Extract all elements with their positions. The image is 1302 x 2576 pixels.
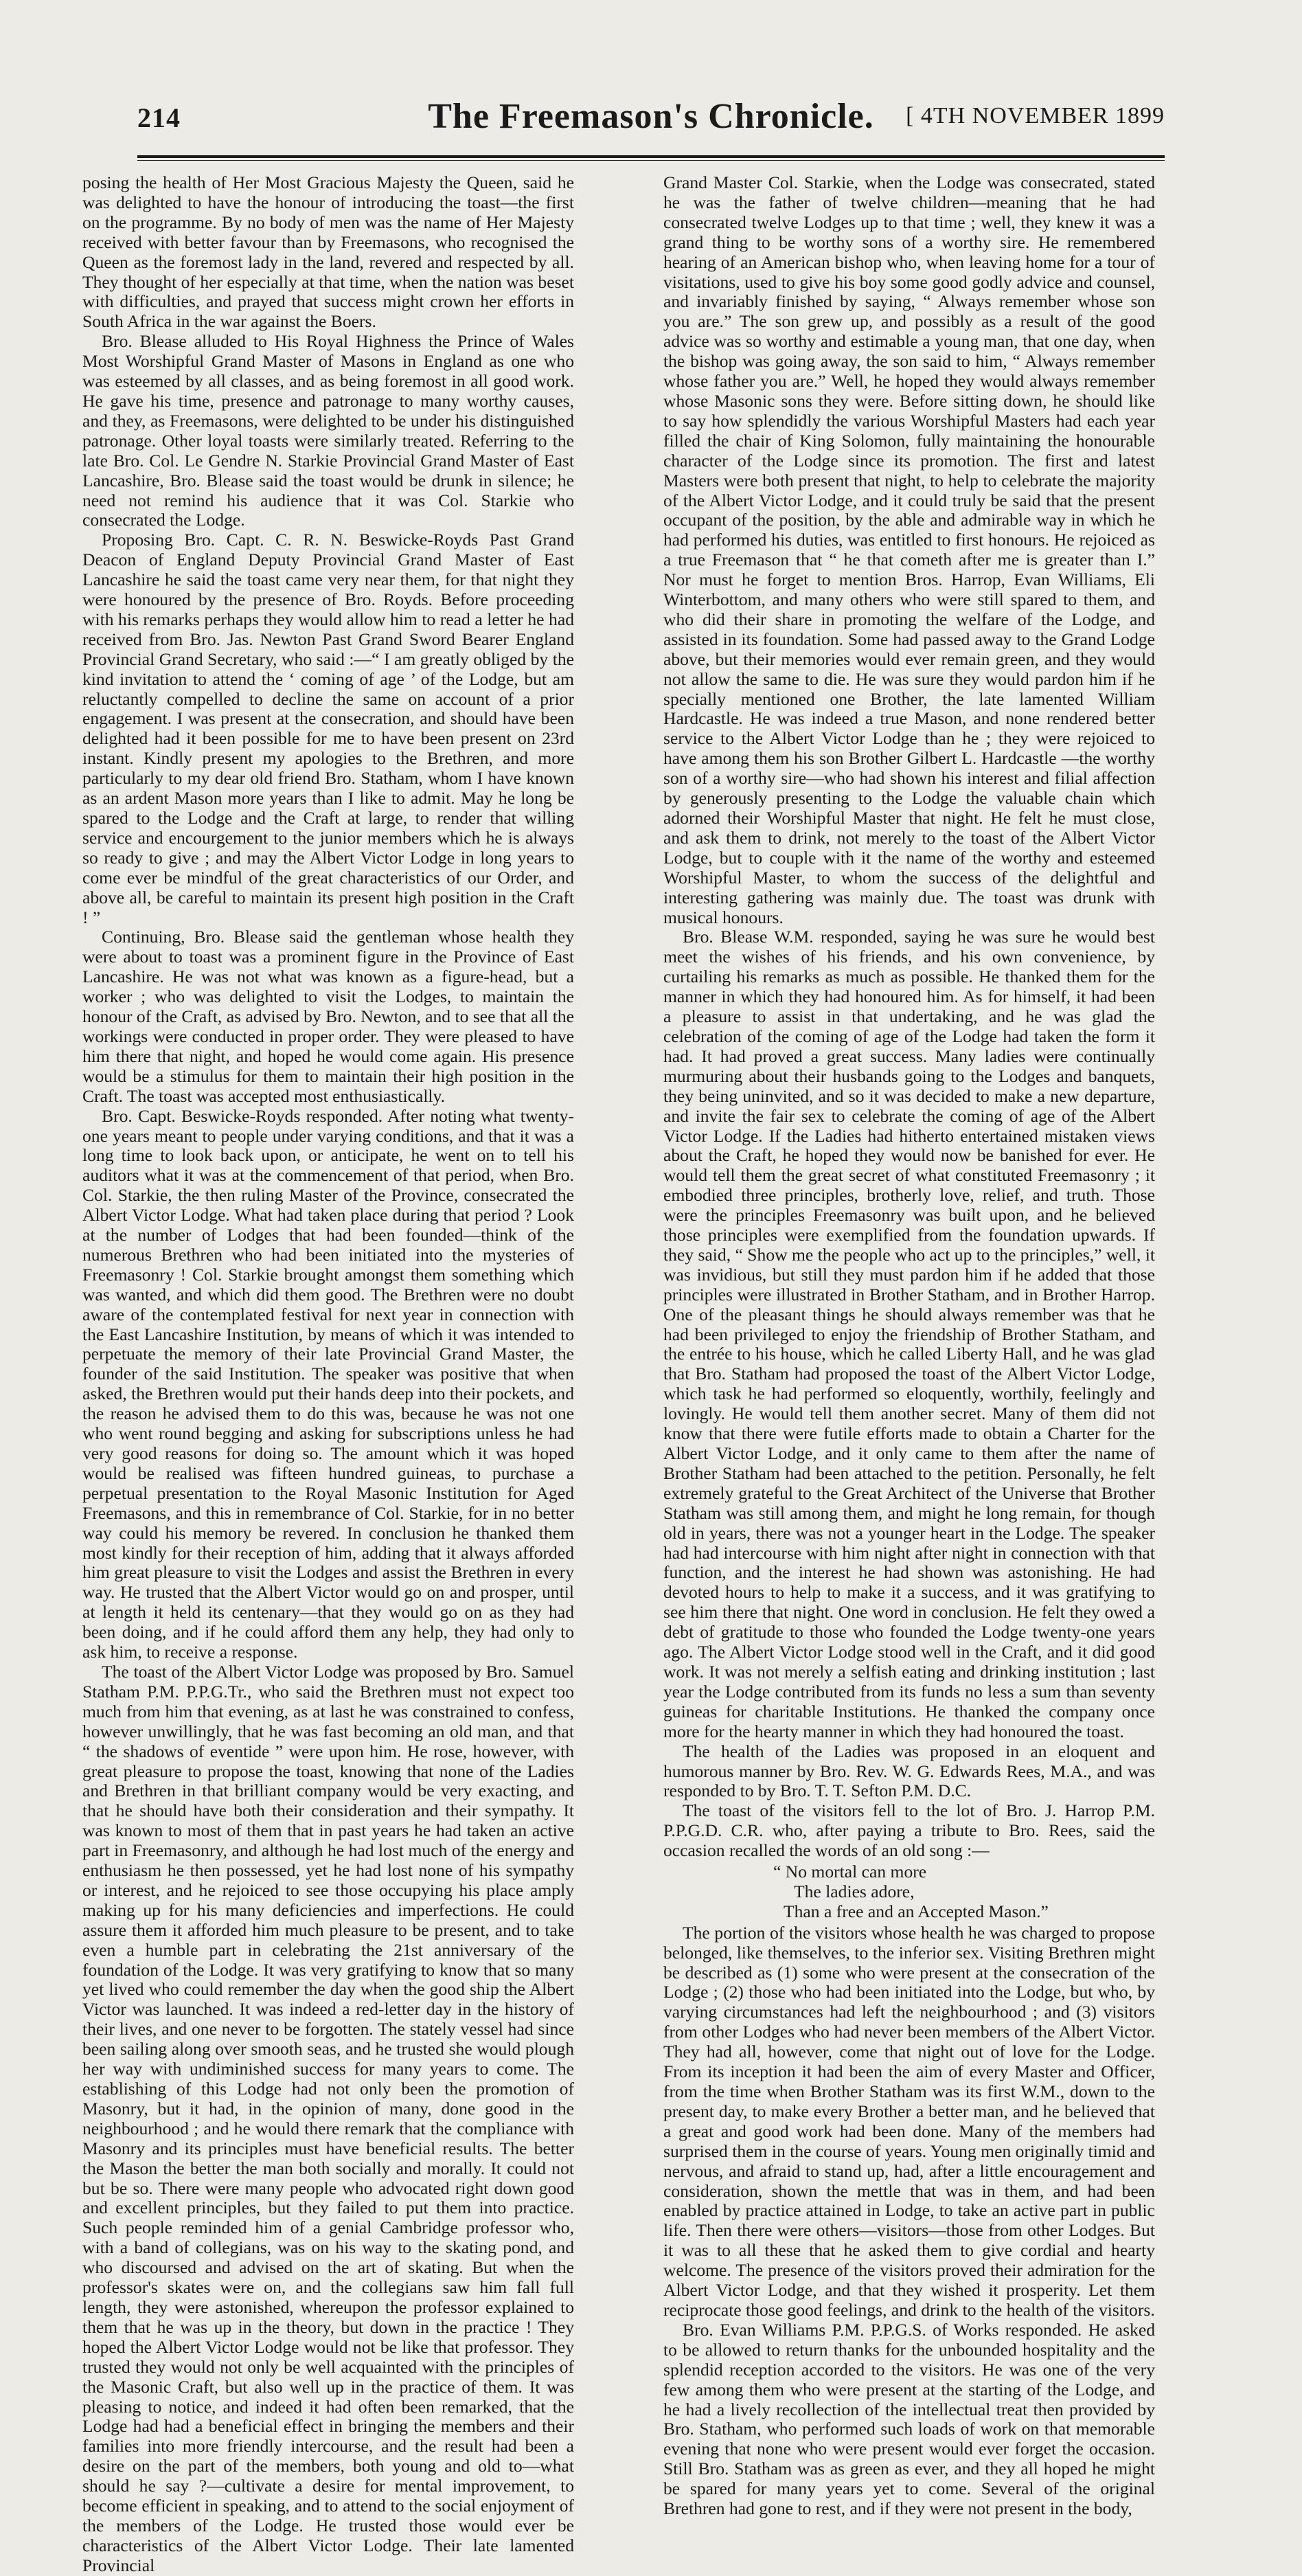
paragraph: The toast of the Albert Victor Lodge was proposed by Bro. Samuel Statham P.M. P.P.G.Tr., who said the Brethren must not expect too much from him that evening, as at last he was constrained to confess, however unwillingly, that he was fast becoming an old man, and that “ the shadows of eventide ” were upon him. He rose, however, with great pleasure to propose the toast, knowing that none of the Ladies and Brethren in that brilliant company would be very exacting, and that he should have both their consideration and their sympathy. It was known to most of them that in past years he had taken an active part in Freemasonry, and although he had lost much of the energy and enthusiasm he then possessed, yet he had lost none of his sympathy or interest, and he rejoiced to see those occupying his place amply making up for his many deficiencies and imperfections. He could assure them it afforded him much pleasure to be present, and to take even a humble part in celebrating the 21st anniversary of the foundation of the Lodge. It was very gratifying to know that so many yet lived who could remember the day when the good ship the Albert Victor was launched. It was indeed a red-letter day in the history of their lives, and one never to be forgotten. The stately vessel had since been sailing along over smooth seas, and he trusted she would plough her way with undiminished success for many years to come. The establishing of this Lodge had not only been the promotion of Masonry, but it had, in the opinion of many, done good in the neighbourhood ; and he would there remark that the compliance with Masonry and its principles must have beneficial results. The better the Mason the better the man both socially and morally. It could not but be so. There were many people who advocated right down good and excellent principles, but they failed to put them into practice. Such people reminded him of a genial Cambridge professor who, with a band of collegians, was on his way to the skating pond, and who discoursed and advised on the art of skating. But when the professor's skates were on, and the collegians saw him fall full length, they were astonished, whereupon the professor explained to them that he was up in the theory, but down in the practice ! They hoped the Albert Victor Lodge would not be like that professor. They trusted they would not only be well acquainted with the principles of the Masonic Craft, but also well up in the practice of them. It was pleasing to notice, and indeed it had often been remarked, that the Lodge had had a beneficial effect in bringing the members and their families into more friendly intercourse, and the result had been a desire on the part of the members, both young and old to—what should he say ?—cultivate a desire for mental improvement, to become efficient in speaking, and to attend to the social enjoyment of the members of the Lodge. He trusted those would ever be characteristics of the Albert Victor Lodge. Their late lamented Provincial [82, 1661, 574, 2575]
issue-date: [ 4TH NOVEMBER 1899 [906, 103, 1165, 128]
right-column [663, 172, 1155, 2519]
masthead-title: The Freemason's Chronicle. [428, 97, 874, 136]
paragraph: Grand Master Col. Starkie, when the Lodge was consecrated, stated he was the father of twelve children—meaning that he had consecrated twelve Lodges up to that time ; well, they knew it was a grand thing to be worthy sons of a worthy sire. He remembered hearing of an American bishop who, when leaving home for a tour of visitations, used to give his boy some good godly advice and counsel, and invariably finished by saying, “ Always remember whose son you are.” The son grew up, and possibly as a result of the good advice was so worthy and estimable a young man, that one day, when the bishop was going away, the son said to him, “ Always remember whose father you are.” Well, he hoped they would always remember whose Masonic sons they were. Before sitting down, he should like to say how splendidly the various Worshipful Masters had each year filled the chair of King Solomon, fully maintaining the honourable character of the Lodge since its promotion. The first and latest Masters were both present that night, to help to celebrate the majority of the Albert Victor Lodge, and it could truly be said that the present occupant of the position, by the able and admirable way in which he had performed his duties, was entitled to first honours. He rejoiced as a true Freemason that “ he that cometh after me is greater than I.” Nor must he forget to mention Bros. Harrop, Evan Williams, Eli Winterbottom, and many others who were still spared to them, and who did their share in promoting the welfare of the Lodge, and assisted in its foundation. Some had passed away to the Grand Lodge above, but their memories would ever remain green, and they would not allow the same to die. He was sure they would pardon him if he specially mentioned one Brother, the late lamented William Hardcastle. He was indeed a true Mason, and none rendered better service to the Albert Victor Lodge than he ; they were rejoiced to have among them his son Brother Gilbert L. Hardcastle —the worthy son of a worthy sire—who had shown his interest and filial affection by generously presenting to the Lodge the valuable chain which adorned their Worshipful Master that night. He felt he must close, and ask them to drink, not merely to the toast of the Albert Victor Lodge, but to couple with it the name of the worthy and esteemed Worshipful Master, to whom the success of the delightful and interesting gathering was mainly due. The toast was drunk with musical honours. [663, 172, 1155, 927]
song-verse [663, 1862, 1155, 1922]
page-number: 214 [137, 102, 181, 133]
paragraph: The health of the Ladies was proposed in an eloquent and humorous manner by Bro. Rev. W. G. Edwards Rees, M.A., and was responded to by Bro. T. T. Sefton P.M. D.C. [663, 1741, 1155, 1801]
paragraph: Bro. Capt. Beswicke-Royds responded. After noting what twenty-one years meant to people under varying conditions, and that it was a long time to look back upon, or anticipate, he went on to tell his auditors what it was at the commencement of that period, when Bro. Col. Starkie, the then ruling Master of the Province, consecrated the Albert Victor Lodge. What had taken place during that period ? Look at the number of Lodges that had been founded—think of the numerous Brethren who had been initiated into the mysteries of Freemasonry ! Col. Starkie brought amongst them something which was wanted, and which did them good. The Brethren were no doubt aware of the contemplated festival for next year in connection with the East Lancashire Institution, by means of which it was intended to perpetuate the memory of their late Provincial Grand Master, the founder of the said Institution. The speaker was positive that when asked, the Brethren would put their hands deep into their pockets, and the reason he advised them to do this was, because he was not one who went round begging and asking for subscriptions unless he had very good reasons for doing so. The amount which it was hoped would be realised was fifteen hundred guineas, to purchase a perpetual presentation to the Royal Masonic Institution for Aged Freemasons, and this in remembrance of Col. Starkie, for in no better way could his memory be revered. In conclusion he thanked them most kindly for their reception of him, adding that it always afforded him great pleasure to visit the Lodges and assist the Brethren in every way. He trusted that the Albert Victor would go on and prosper, until at length it held its centenary—that they would go on as they had been doing, and if he could afford them any help, they had only to ask him, to receive a response. [82, 1105, 574, 1662]
verse-line: Than a free and an Accepted Mason.” [784, 1901, 1049, 1921]
paragraph: Proposing Bro. Capt. C. R. N. Beswicke-Royds Past Grand Deacon of England Deputy Provincial Grand Master of East Lancashire he said the toast came very near them, for that night they were honoured by the presence of Bro. Royds. Before proceeding with his remarks perhaps they would allow him to read a letter he had received from Bro. Jas. Newton Past Grand Sword Bearer England Provincial Grand Secretary, who said :—“ I am greatly obliged by the kind invitation to attend the ‘ coming of age ’ of the Lodge, but am reluctantly compelled to decline the same on account of a prior engagement. I was present at the consecration, and should have been delighted had it been possible for me to have been present on 23rd instant. Kindly present my apologies to the Brethren, and more particularly to my dear old friend Bro. Statham, whom I have known as an ardent Mason more years than I like to admit. May he long be spared to the Lodge and the Craft at large, to render that willing service and encourgement to the junior members which he is always so ready to give ; and may the Albert Victor Lodge in long years to come ever be mindful of the great characteristics of our Order, and above all, be careful to maintain its present high position in the Craft ! ” [82, 530, 574, 927]
paragraph: The portion of the visitors whose health he was charged to propose belonged, like themselves, to the inferior sex. Visiting Brethren might be described as (1) some who were present at the consecration of the Lodge ; (2) those who had been initiated into the Lodge, but who, by varying circumstances had left the neighbourhood ; and (3) visitors from other Lodges who had never been members of the Albert Victor. They had all, however, come that night out of love for the Lodge. From its inception it had been the aim of every Master and Officer, from the time when Brother Statham was its first W.M., down to the present day, to make every Brother a better man, and he believed that a great and good work had been done. Many of the members had surprised them in the course of years. Young men originally timid and nervous, and afraid to stand up, had, after a little encouragement and consideration, shown the mettle that was in them, and had been enabled by practice attained in Lodge, to take an active part in public life. Then there were others—visitors—those from other Lodges. But it was to all these that he asked them to give cordial and hearty welcome. The presence of the visitors proved their admiration for the Albert Victor Lodge, and that they wished it prosperity. Let them reciprocate those good feelings, and drink to the health of the visitors. [663, 1922, 1155, 2320]
page-header [137, 96, 1165, 150]
paragraph: Continuing, Bro. Blease said the gentleman whose health they were about to toast was a prominent figure in the Province of East Lancashire. He was not what was known as a figure-head, but a worker ; who was delighted to visit the Lodges, to maintain the honour of the Craft, as advised by Bro. Newton, and to see that all the workings were conducted in proper order. They were pleased to have him there that night, and hoped he would come again. His presence would be a stimulus for them to maintain their high position in the Craft. The toast was accepted most enthusiastically. [82, 927, 574, 1106]
header-rule [137, 155, 1165, 158]
paragraph: Bro. Evan Williams P.M. P.P.G.S. of Works responded. He asked to be allowed to return thanks for the unbounded hospitality and the splendid reception accorded to the visitors. He was one of the very few among them who were present at the starting of the Lodge, and he had a lively recollection of the intellectual treat then provided by Bro. Statham, who performed such loads of work on that memorable evening that none who were present would ever forget the occasion. Still Bro. Statham was as green as ever, and they all hoped he might be spared for many years yet to come. Several of the original Brethren had gone to rest, and if they were not present in the body, [663, 2319, 1155, 2519]
paragraph: posing the health of Her Most Gracious Majesty the Queen, said he was delighted to have the honour of introducing the toast—the first on the programme. By no body of men was the name of Her Majesty received with better favour than by Freemasons, who recognised the Queen as the foremost lady in the land, revered and respected by all. They thought of her especially at that time, when the nation was beset with difficulties, and prayed that success might crown her efforts in South Africa in the war against the Boers. [82, 172, 574, 332]
paragraph: Bro. Blease alluded to His Royal Highness the Prince of Wales Most Worshipful Grand Master of Masons in England as one who was esteemed by all classes, and as being foremost in all good work. He gave his time, presence and patronage to many worthy causes, and they, as Freemasons, were delighted to be under his distinguished patronage. Other loyal toasts were similarly treated. Referring to the late Bro. Col. Le Gendre N. Starkie Provincial Grand Master of East Lancashire, Bro. Blease said the toast would be drunk in silence; he need not remind his audience that it was Col. Starkie who consecrated the Lodge. [82, 331, 574, 530]
left-column [82, 172, 574, 2575]
paragraph: The toast of the visitors fell to the lot of Bro. J. Harrop P.M. P.P.G.D. C.R. who, after paying a tribute to Bro. Rees, said the occasion recalled the words of an old song :— [663, 1800, 1155, 1861]
paragraph: Bro. Blease W.M. responded, saying he was sure he would best meet the wishes of his friends, and his own convenience, by curtailing his remarks as much as possible. He thanked them for the manner in which they had honoured him. As for himself, it had been a pleasure to assist in that undertaking, and he was glad the celebration of the coming of age of the Lodge had taken the form it had. It had proved a great success. Many ladies were continually murmuring about their husbands going to the Lodges and banquets, they being uninvited, and so it was decided to make a new departure, and invite the fair sex to celebrate the coming of age of the Albert Victor Lodge. If the Ladies had hitherto entertained mistaken views about the Craft, he hoped they would now be banished for ever. He would tell them the great secret of what constituted Freemasonry ; it embodied three principles, brotherly love, relief, and truth. Those were the principles Freemasonry was built upon, and he believed those principles were exemplified from the foundation upwards. If they said, “ Show me the people who act up to the principles,” well, it was invidious, but still they must pardon him if he added that those principles were illustrated in Brother Statham, and in Brother Harrop. One of the pleasant things he should always remember was that he had been privileged to enjoy the friendship of Brother Statham, and the entrée to his house, which he called Liberty Hall, and he was glad that Bro. Statham had proposed the toast of the Albert Victor Lodge, which task he had performed so eloquently, worthily, feelingly and lovingly. He would tell them another secret. Many of them did not know that there were futile efforts made to obtain a Charter for the Albert Victor Lodge, and it only came to them after the name of Brother Statham had been attached to the petition. Personally, he felt extremely grateful to the Great Architect of the Universe that Brother Statham was still among them, and might he long remain, for though old in years, there was not a younger heart in the Lodge. The speaker had had intercourse with him night after night in connection with that function, and the interest he had shown was astonishing. He had devoted hours to help to make it a success, and it was gratifying to see him there that night. One word in conclusion. He felt they owed a debt of gratitude to those who founded the Lodge twenty-one years ago. The Albert Victor Lodge stood well in the Craft, and it did good work. It was not merely a selfish eating and drinking institution ; last year the Lodge contributed from its funds no less a sum than seventy guineas for charitable Institutions. He thanked the company once more for the hearty manner in which they had honoured the toast. [663, 927, 1155, 1741]
header-rule-thin [137, 160, 1165, 161]
verse-line: “ No mortal can more [773, 1862, 927, 1882]
verse-line: The ladies adore, [794, 1881, 915, 1901]
